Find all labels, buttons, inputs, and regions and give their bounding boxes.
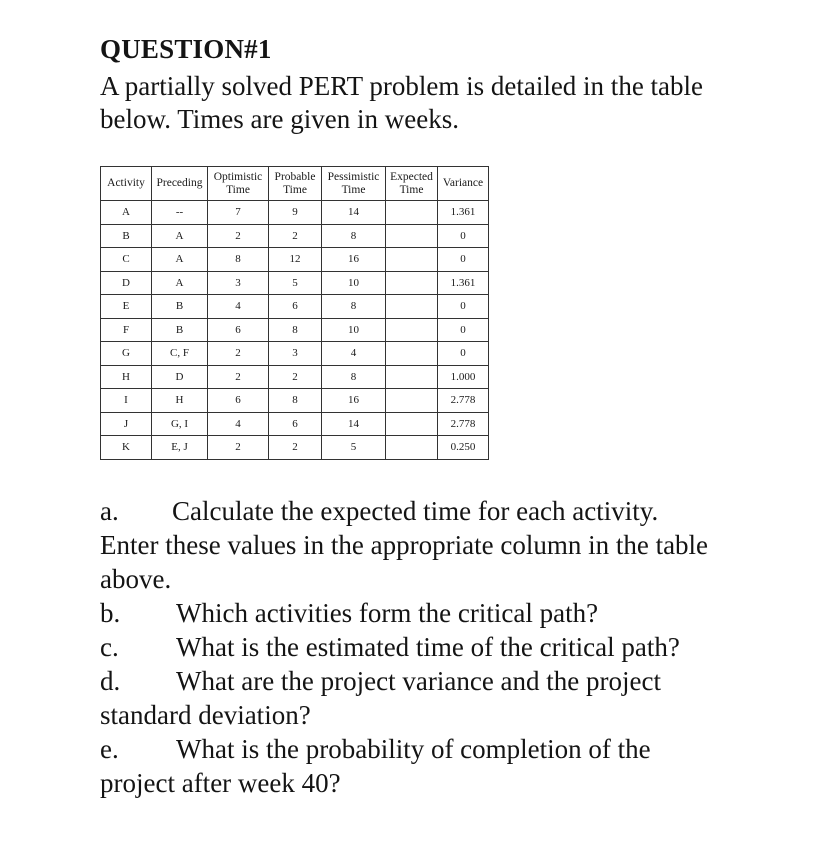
cell-optimistic: 2: [208, 224, 269, 248]
cell-pessimistic: 14: [322, 412, 386, 436]
question-a-continued: above.: [100, 564, 172, 594]
table-row: [101, 389, 489, 413]
cell-activity: E: [101, 295, 152, 319]
cell-pessimistic: 8: [322, 224, 386, 248]
cell-optimistic: 4: [208, 412, 269, 436]
cell-optimistic: 2: [208, 365, 269, 389]
cell-variance: 0: [438, 295, 489, 319]
question-c: [100, 630, 800, 664]
header-optimistic-time: Optimistic Time: [208, 167, 269, 201]
cell-preceding: A: [152, 224, 208, 248]
question-b-text: Which activities form the critical path?: [176, 598, 599, 628]
cell-activity: J: [101, 412, 152, 436]
cell-probable: 6: [269, 295, 322, 319]
cell-optimistic: 3: [208, 271, 269, 295]
question-c-text: What is the estimated time of the critical path?: [176, 632, 680, 662]
cell-expected[interactable]: [386, 412, 438, 436]
cell-probable: 12: [269, 248, 322, 272]
cell-probable: 3: [269, 342, 322, 366]
cell-preceding: E, J: [152, 436, 208, 460]
cell-preceding: H: [152, 389, 208, 413]
cell-optimistic: 4: [208, 295, 269, 319]
cell-pessimistic: 10: [322, 271, 386, 295]
cell-variance: 1.000: [438, 365, 489, 389]
question-d-letter: d.: [100, 666, 121, 696]
cell-probable: 2: [269, 224, 322, 248]
header-activity: Activity: [101, 167, 152, 201]
cell-variance: 0: [438, 342, 489, 366]
cell-activity: C: [101, 248, 152, 272]
cell-variance: 0: [438, 248, 489, 272]
cell-preceding: --: [152, 201, 208, 225]
cell-activity: F: [101, 318, 152, 342]
cell-activity: D: [101, 271, 152, 295]
cell-probable: 5: [269, 271, 322, 295]
question-e-text: What is the probability of completion of the: [176, 734, 651, 764]
table-row: [101, 412, 489, 436]
cell-preceding: G, I: [152, 412, 208, 436]
table-row: [101, 436, 489, 460]
cell-probable: 2: [269, 436, 322, 460]
question-a-letter: a.: [100, 496, 119, 526]
pert-table: [100, 166, 489, 460]
header-expected-time: Expected Time: [386, 167, 438, 201]
cell-preceding: A: [152, 248, 208, 272]
cell-expected[interactable]: [386, 342, 438, 366]
cell-activity: H: [101, 365, 152, 389]
cell-expected[interactable]: [386, 365, 438, 389]
header-variance: Variance: [438, 167, 489, 201]
cell-expected[interactable]: [386, 224, 438, 248]
header-preceding: Preceding: [152, 167, 208, 201]
cell-optimistic: 8: [208, 248, 269, 272]
cell-pessimistic: 5: [322, 436, 386, 460]
cell-probable: 6: [269, 412, 322, 436]
cell-optimistic: 2: [208, 436, 269, 460]
cell-pessimistic: 16: [322, 389, 386, 413]
cell-expected[interactable]: [386, 248, 438, 272]
question-a-text: Calculate the expected time for each activity.: [172, 496, 659, 526]
question-a-continued: Enter these values in the appropriate column in the table: [100, 530, 709, 560]
cell-activity: B: [101, 224, 152, 248]
question-heading: QUESTION#1: [100, 34, 272, 64]
header-pessimistic-time: Pessimistic Time: [322, 167, 386, 201]
cell-variance: 0: [438, 224, 489, 248]
cell-activity: A: [101, 201, 152, 225]
table-row: [101, 201, 489, 225]
cell-activity: I: [101, 389, 152, 413]
question-e: [100, 732, 800, 766]
cell-expected[interactable]: [386, 295, 438, 319]
cell-expected[interactable]: [386, 201, 438, 225]
question-b-letter: b.: [100, 598, 121, 628]
cell-optimistic: 7: [208, 201, 269, 225]
cell-preceding: B: [152, 295, 208, 319]
question-list: [100, 494, 800, 800]
cell-optimistic: 6: [208, 389, 269, 413]
cell-preceding: B: [152, 318, 208, 342]
cell-optimistic: 2: [208, 342, 269, 366]
question-e-continued: project after week 40?: [100, 768, 341, 798]
cell-pessimistic: 8: [322, 295, 386, 319]
cell-variance: 2.778: [438, 389, 489, 413]
table-row: [101, 342, 489, 366]
question-e-letter: e.: [100, 734, 119, 764]
cell-expected[interactable]: [386, 436, 438, 460]
cell-probable: 8: [269, 389, 322, 413]
question-b: [100, 596, 800, 630]
cell-optimistic: 6: [208, 318, 269, 342]
table-row: [101, 224, 489, 248]
cell-variance: 1.361: [438, 201, 489, 225]
table-row: [101, 248, 489, 272]
cell-pessimistic: 10: [322, 318, 386, 342]
cell-preceding: A: [152, 271, 208, 295]
cell-preceding: C, F: [152, 342, 208, 366]
cell-expected[interactable]: [386, 318, 438, 342]
cell-probable: 8: [269, 318, 322, 342]
cell-activity: K: [101, 436, 152, 460]
cell-expected[interactable]: [386, 271, 438, 295]
cell-pessimistic: 14: [322, 201, 386, 225]
cell-probable: 9: [269, 201, 322, 225]
question-c-letter: c.: [100, 632, 119, 662]
cell-variance: 2.778: [438, 412, 489, 436]
cell-activity: G: [101, 342, 152, 366]
question-d: [100, 664, 800, 698]
cell-pessimistic: 16: [322, 248, 386, 272]
table-row: [101, 365, 489, 389]
intro-text: A partially solved PERT problem is detailed in the table below. Times are given in weeks.: [100, 71, 704, 134]
table-header-row: [101, 167, 489, 201]
table-row: [101, 295, 489, 319]
table-row: [101, 271, 489, 295]
cell-pessimistic: 8: [322, 365, 386, 389]
header-probable-time: Probable Time: [269, 167, 322, 201]
cell-variance: 1.361: [438, 271, 489, 295]
cell-probable: 2: [269, 365, 322, 389]
question-d-continued: standard deviation?: [100, 700, 311, 730]
question-d-text: What are the project variance and the project: [176, 666, 661, 696]
table-row: [101, 318, 489, 342]
cell-variance: 0.250: [438, 436, 489, 460]
cell-expected[interactable]: [386, 389, 438, 413]
cell-pessimistic: 4: [322, 342, 386, 366]
cell-preceding: D: [152, 365, 208, 389]
question-a: [100, 494, 800, 528]
cell-variance: 0: [438, 318, 489, 342]
